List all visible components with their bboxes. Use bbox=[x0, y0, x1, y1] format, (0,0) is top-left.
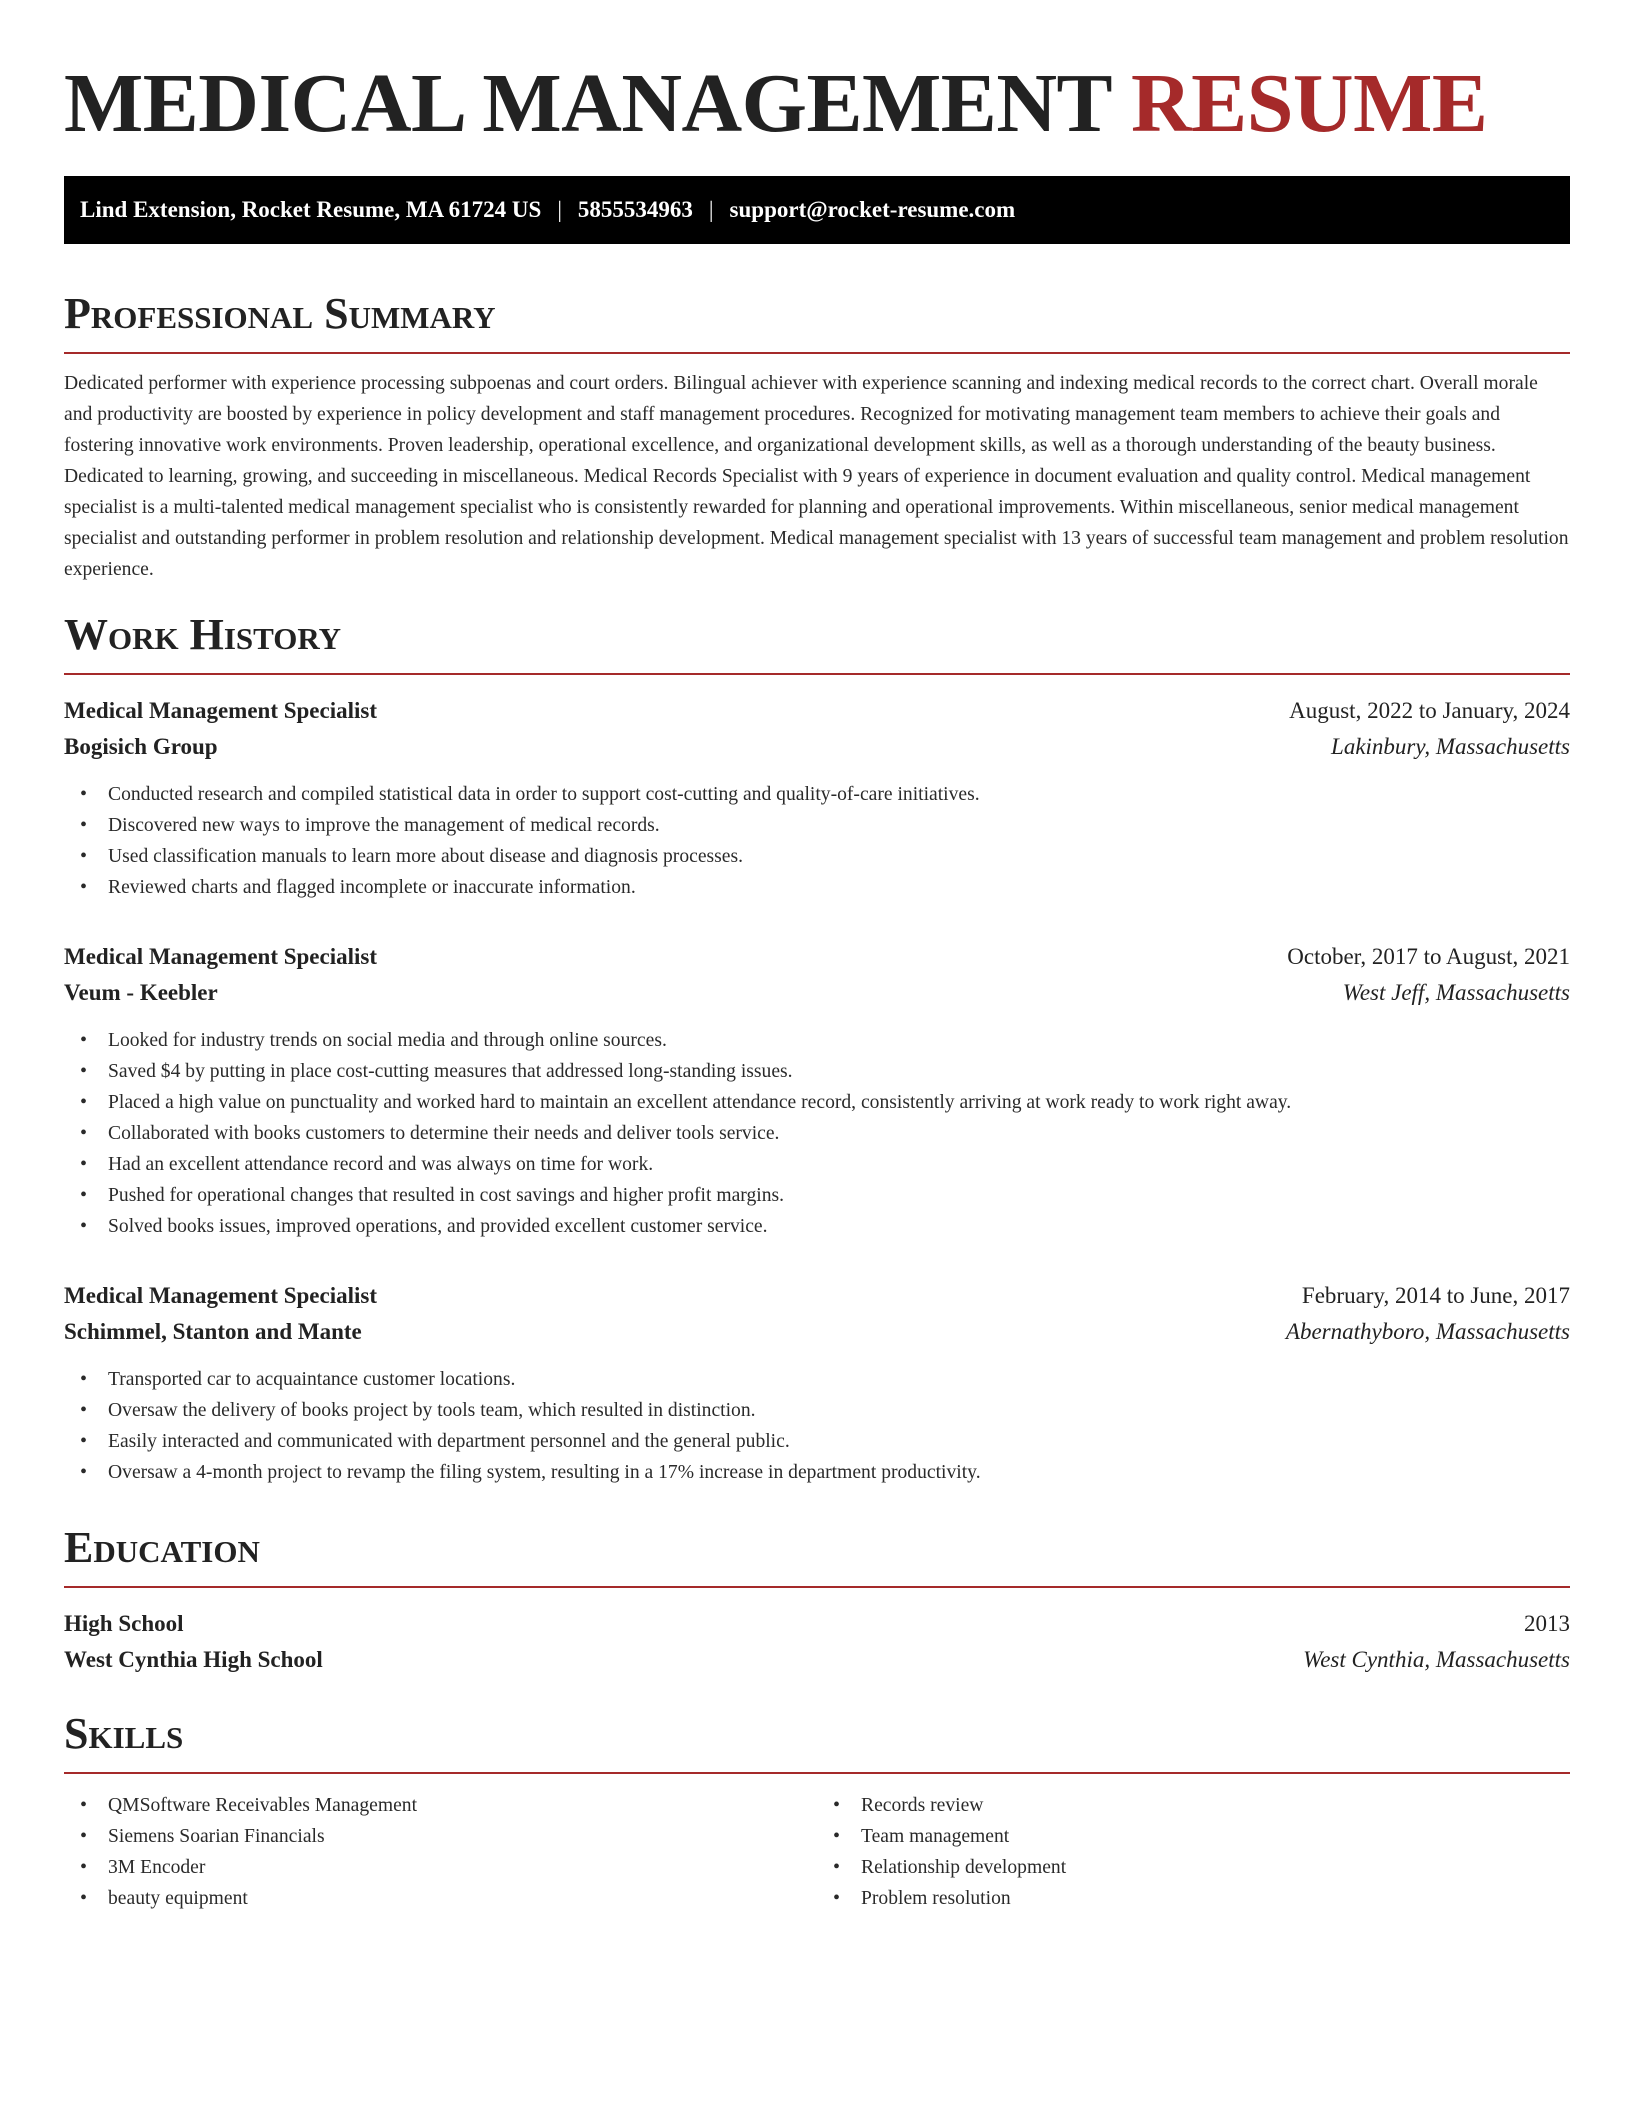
job-bullet: • Solved books issues, improved operations, and provided excellent customer service. bbox=[80, 1211, 1570, 1242]
skill-item: • Team management bbox=[833, 1821, 1570, 1852]
job-bullet: • Placed a high value on punctuality and worked hard to maintain an excellent attendance record, consistently arriving at work ready to work right away. bbox=[80, 1087, 1570, 1118]
job-bullets bbox=[64, 1364, 1570, 1488]
job-company-row bbox=[64, 729, 1570, 765]
skills-section bbox=[64, 1708, 1570, 1914]
skills-column-right bbox=[817, 1790, 1570, 1914]
education-school-row bbox=[64, 1642, 1570, 1678]
education-header-row bbox=[64, 1606, 1570, 1642]
skill-item: • QMSoftware Receivables Management bbox=[80, 1790, 817, 1821]
summary-section bbox=[64, 288, 1570, 585]
skills-list bbox=[64, 1790, 817, 1914]
job-location: Lakinbury, Massachusetts bbox=[1331, 734, 1570, 759]
education-location: West Cynthia, Massachusetts bbox=[1303, 1647, 1570, 1672]
skill-item: • Relationship development bbox=[833, 1852, 1570, 1883]
contact-phone: 5855534963 bbox=[577, 197, 693, 222]
job-company: Schimmel, Stanton and Mante bbox=[64, 1319, 362, 1344]
education-section bbox=[64, 1522, 1570, 1678]
skill-item: • Records review bbox=[833, 1790, 1570, 1821]
job-title: Medical Management Specialist bbox=[64, 944, 378, 969]
work-history-section bbox=[64, 609, 1570, 1488]
job-bullet: • Looked for industry trends on social media and through online sources. bbox=[80, 1025, 1570, 1056]
job-company-row bbox=[64, 1314, 1570, 1350]
job-title: Medical Management Specialist bbox=[64, 698, 378, 723]
contact-address: Lind Extension, Rocket Resume, MA 61724 US bbox=[80, 197, 542, 222]
job-bullets bbox=[64, 779, 1570, 903]
title-accent: RESUME bbox=[1131, 57, 1488, 150]
education-entry bbox=[64, 1606, 1570, 1678]
job-bullet: • Saved $4 by putting in place cost-cutting measures that addressed long-standing issues. bbox=[80, 1056, 1570, 1087]
job-bullet: • Easily interacted and communicated with department personnel and the general public. bbox=[80, 1426, 1570, 1457]
job-header-row bbox=[64, 1278, 1570, 1314]
job-entry bbox=[64, 1278, 1570, 1488]
job-company: Bogisich Group bbox=[64, 734, 218, 759]
document-title bbox=[64, 58, 1570, 150]
education-degree: High School bbox=[64, 1611, 184, 1636]
job-bullet: • Had an excellent attendance record and was always on time for work. bbox=[80, 1149, 1570, 1180]
job-bullets bbox=[64, 1025, 1570, 1242]
job-bullet: • Transported car to acquaintance customer locations. bbox=[80, 1364, 1570, 1395]
work-history-heading: Work History bbox=[64, 609, 1570, 675]
job-company-row bbox=[64, 975, 1570, 1011]
summary-text: Dedicated performer with experience processing subpoenas and court orders. Bilingual achiever with experience scanning and indexing medical records to the correct chart. Overall morale and productivity are boosted by experience in policy development and staff management procedures. Recognized for motivating management team members to achieve their goals and fostering innovative work environments. Proven leadership, operational excellence, and organizational development skills, as well as a thorough understanding of the beauty business. Dedicated to learning, growing, and succeeding in miscellaneous. Medical Records Specialist with 9 years of experience in document evaluation and quality control. Medical management specialist is a multi-talented medical management specialist who is consistently rewarded for planning and operational improvements. Within miscellaneous, senior medical management specialist and outstanding performer in problem resolution and relationship development. Medical management specialist with 13 years of successful team management and problem resolution experience. bbox=[64, 373, 1569, 580]
job-bullet: • Conducted research and compiled statistical data in order to support cost-cutting and quality-of-care initiatives. bbox=[80, 779, 1570, 810]
job-bullet: • Oversaw the delivery of books project by tools team, which resulted in distinction. bbox=[80, 1395, 1570, 1426]
job-title: Medical Management Specialist bbox=[64, 1283, 378, 1308]
job-bullet: • Pushed for operational changes that resulted in cost savings and higher profit margins. bbox=[80, 1180, 1570, 1211]
contact-bar bbox=[64, 176, 1570, 244]
job-bullet: • Oversaw a 4-month project to revamp the filing system, resulting in a 17% increase in department productivity. bbox=[80, 1457, 1570, 1488]
job-company: Veum - Keebler bbox=[64, 980, 218, 1005]
job-dates: February, 2014 to June, 2017 bbox=[1301, 1283, 1570, 1308]
job-bullet: • Reviewed charts and flagged incomplete or inaccurate information. bbox=[80, 872, 1570, 903]
skill-item: • beauty equipment bbox=[80, 1883, 817, 1914]
contact-separator: | bbox=[708, 197, 714, 222]
job-dates: August, 2022 to January, 2024 bbox=[1289, 698, 1570, 723]
summary-heading: Professional Summary bbox=[64, 288, 1570, 354]
job-location: West Jeff, Massachusetts bbox=[1342, 980, 1570, 1005]
education-year: 2013 bbox=[1524, 1611, 1570, 1636]
job-header-row bbox=[64, 939, 1570, 975]
skills-heading: Skills bbox=[64, 1708, 1570, 1774]
education-school: West Cynthia High School bbox=[64, 1647, 323, 1672]
job-location: Abernathyboro, Massachusetts bbox=[1285, 1319, 1570, 1344]
contact-email: support@rocket-resume.com bbox=[729, 197, 1016, 222]
skills-list bbox=[817, 1790, 1570, 1914]
job-entry bbox=[64, 693, 1570, 903]
skills-grid bbox=[64, 1790, 1570, 1914]
job-bullet: • Used classification manuals to learn more about disease and diagnosis processes. bbox=[80, 841, 1570, 872]
contact-separator: | bbox=[557, 197, 562, 222]
education-heading: Education bbox=[64, 1522, 1570, 1588]
skill-item: • Problem resolution bbox=[833, 1883, 1570, 1914]
skill-item: • Siemens Soarian Financials bbox=[80, 1821, 817, 1852]
job-entry bbox=[64, 939, 1570, 1242]
title-main: MEDICAL MANAGEMENT bbox=[64, 57, 1111, 150]
resume-page bbox=[64, 0, 1570, 1914]
job-bullet: • Discovered new ways to improve the management of medical records. bbox=[80, 810, 1570, 841]
skills-column-left bbox=[64, 1790, 817, 1914]
skill-item: • 3M Encoder bbox=[80, 1852, 817, 1883]
job-dates: October, 2017 to August, 2021 bbox=[1287, 944, 1570, 969]
job-header-row bbox=[64, 693, 1570, 729]
job-bullet: • Collaborated with books customers to determine their needs and deliver tools service. bbox=[80, 1118, 1570, 1149]
